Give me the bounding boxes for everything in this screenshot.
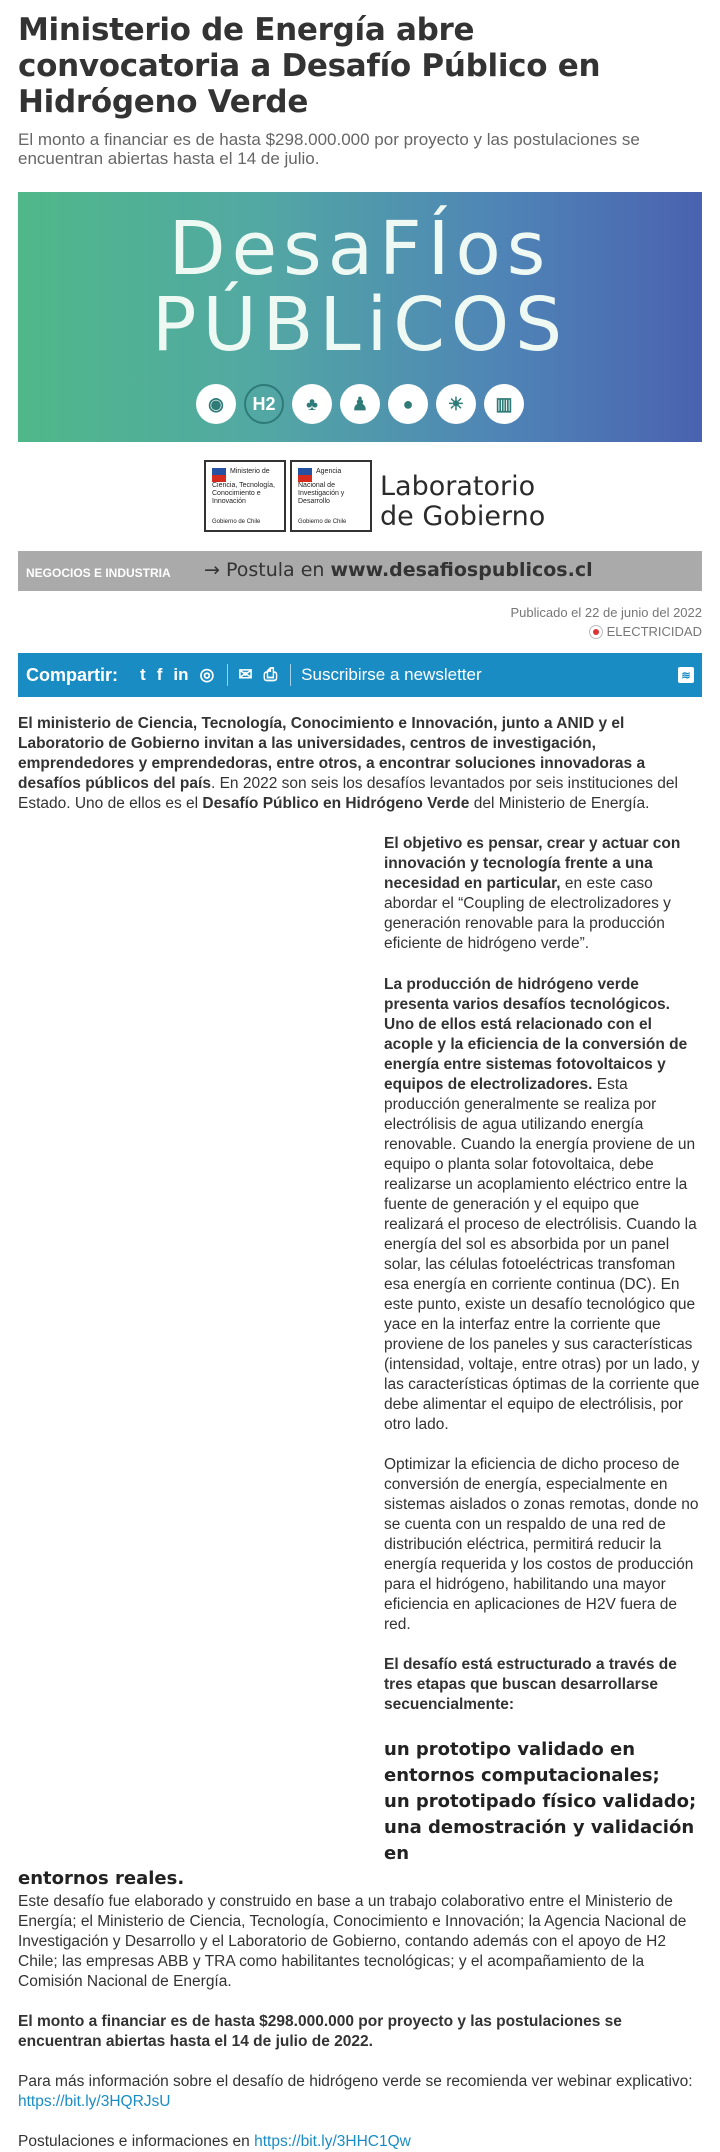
production-rest: Esta producción generalmente se realiza por electrólisis de agua utilizando energía renovable. Cuando la energía proviene de un equipo o planta solar fotovoltaica, debe realizarse un acoplamiento eléctrico entre la fuente de generación y el equipo que realizará el proceso de electrólisis. Cuando la energía del sol es absorbida por un panel solar, las células fotoeléctricas transfoman esa energía en corriente continua (DC). En este punto, existe un desafío tecnológico que yace en la interfaz entre la corriente que proviene de los paneles y sus características (intensidad, voltaje, entre otras) por un lado, y las características óptimas de la corriente que debe alimentar el equipo de electrólisis, por otro lado.	[384, 1076, 700, 1433]
structure-paragraph	[384, 1655, 702, 1715]
article-title: Ministerio de Energía abre convocatoria a Desafío Público en Hidrógeno Verde	[18, 12, 601, 120]
gov-logo-anid-text: Agencia Nacional de Investigación y Desarrollo	[298, 468, 345, 505]
banner-icon-row	[196, 384, 524, 424]
email-icon[interactable]: ✉	[238, 665, 253, 684]
production-bold: La producción de hidrógeno verde presenta varios desafíos tecnológicos. Uno de ellos está relacionado con el acople y la eficiencia de la conversión de energía entre sistemas fotovoltaicos y equipos de electrolizadores.	[384, 976, 688, 1093]
stage-item-end: entornos reales.	[18, 1868, 185, 1889]
right-column	[384, 834, 702, 1867]
applications-text: Postulaciones e informaciones en	[18, 2133, 255, 2150]
h2-icon: H2	[244, 384, 284, 424]
divider	[290, 664, 291, 686]
tag-dot-icon	[589, 625, 603, 639]
applications-link[interactable]: https://bit.ly/3HHC1Qw	[254, 2133, 411, 2150]
facebook-icon[interactable]: f	[156, 665, 163, 684]
stage-item: un prototipado físico validado;	[384, 1791, 697, 1812]
info-paragraph	[18, 2072, 702, 2112]
structure-bold: El desafío está estructurado a través de tres etapas que buscan desarrollarse secuencialmente:	[384, 1656, 677, 1713]
category-tag-label: ELECTRICIDAD	[606, 624, 702, 639]
intro-paragraph	[18, 714, 702, 814]
lab-line-2: de Gobierno	[380, 501, 546, 532]
article-meta	[18, 604, 702, 641]
flag-icon	[212, 468, 226, 482]
hero-caption-bar	[18, 551, 702, 591]
intro-bold: El ministerio de Ciencia, Tecnología, Conocimiento e Innovación, junto a ANID y el Laboratorio de Gobierno invitan a las universidades, centros de investigación, emprendedores y emprendedoras, entre otros, a encontrar soluciones innovadoras a desafíos públicos del país	[18, 715, 646, 792]
amount-paragraph: El monto a financiar es de hasta $298.000.000 por proyecto y las postulaciones se encuentran abiertas hasta el 14 de julio de 2022.	[18, 2013, 622, 2050]
linkedin-icon[interactable]: in	[173, 665, 189, 684]
category-tag[interactable]	[589, 623, 702, 641]
webinar-link[interactable]: https://bit.ly/3HQRJsU	[18, 2093, 171, 2110]
banner-word-publicos: PÚBLiCOS	[151, 282, 569, 368]
lab-gobierno-logo	[380, 472, 545, 532]
flag-icon	[298, 468, 312, 482]
published-date: Publicado el 22 de junio del 2022	[510, 605, 702, 620]
optimize-paragraph: Optimizar la eficiencia de dicho proceso de conversión de energía, especialmente en sistemas aislados o zonas remotas, donde no se cuenta con un respaldo de una red de distribución eléctrica, permitirá reducir la energía requerida y los costos de producción para el hidrógeno, habilitando una mayor eficiencia en aplicaciones de H2V fuera de red.	[384, 1456, 699, 1633]
hero-image	[18, 192, 702, 591]
plant-icon: ♣	[292, 384, 332, 424]
print-icon[interactable]: ⎙	[263, 665, 278, 684]
gov-logo-ministerio	[204, 460, 286, 532]
share-bar	[18, 653, 702, 697]
article-subtitle: El monto a financiar es de hasta $298.000.000 por proyecto y las postulaciones se encuentran abiertas hasta el 14 de julio.	[18, 130, 640, 168]
hero-banner	[18, 192, 702, 442]
info-text: Para más información sobre el desafío de hidrógeno verde se recomienda ver webinar explicativo:	[18, 2073, 693, 2090]
lab-line-1: Laboratorio	[380, 471, 536, 502]
map-icon: ▥	[484, 384, 524, 424]
collaboration-paragraph: Este desafío fue elaborado y construido en base a un trabajo colaborativo entre el Ministerio de Energía; el Ministerio de Ciencia, Tecnología, Conocimiento e Innovación; la Agencia Nacional de Investigación y Desarrollo y el Laboratorio de Gobierno, contando además con el apoyo de H2 Chile; las empresas ABB y TRA como habilitantes tecnológicas; y el acompañamiento de la Comisión Nacional de Energía.	[18, 1893, 687, 1990]
postula-url: www.desafiospublicos.cl	[330, 559, 593, 581]
stages-list	[384, 1737, 702, 1867]
objective-rest: en este caso abordar el “Coupling de electrolizadores y generación renovable para la producción eficiente de hidrógeno verde”.	[384, 875, 671, 952]
twitter-icon[interactable]: t	[140, 665, 146, 684]
gov-logo-foot: Gobierno de Chile	[212, 519, 261, 525]
gov-logo-anid	[290, 460, 372, 532]
drop-icon: ●	[388, 384, 428, 424]
postula-text	[204, 559, 593, 581]
banner-word-desafios: DesaFÍos	[168, 206, 552, 292]
postula-prefix: → Postula en	[204, 559, 331, 581]
objective-bold: El objetivo es pensar, crear y actuar con innovación y tecnología frente a una necesidad en particular,	[384, 835, 681, 892]
stage-item: un prototipo validado en entornos computacionales;	[384, 1739, 660, 1786]
partner-logos	[18, 442, 702, 551]
share-label: Compartir:	[26, 664, 119, 685]
gov-logo-foot: Gobierno de Chile	[298, 519, 347, 525]
gov-logo-ministerio-text: Ministerio de Ciencia, Tecnología, Conocimiento e Innovación	[212, 468, 275, 505]
person-icon: ♟	[340, 384, 380, 424]
intro-end: del Ministerio de Energía.	[469, 795, 650, 812]
divider	[227, 664, 228, 686]
eye-icon: ◉	[196, 384, 236, 424]
intro-bold-2: Desafío Público en Hidrógeno Verde	[202, 795, 470, 812]
intro-rest: . En 2022 son seis los desafíos levantados por seis instituciones del Estado. Uno de ellos es el	[18, 775, 678, 812]
sun-icon: ☀	[436, 384, 476, 424]
production-paragraph	[384, 975, 702, 1435]
applications-paragraph	[18, 2132, 702, 2152]
category-label[interactable]: NEGOCIOS E INDUSTRIA	[26, 566, 171, 580]
whatsapp-icon[interactable]: ◎	[199, 665, 215, 684]
rss-icon[interactable]: ≋	[678, 667, 694, 683]
stage-item: una demostración y validación en	[384, 1817, 695, 1864]
newsletter-link[interactable]: Suscribirse a newsletter	[301, 665, 482, 684]
objective-paragraph	[384, 834, 702, 954]
